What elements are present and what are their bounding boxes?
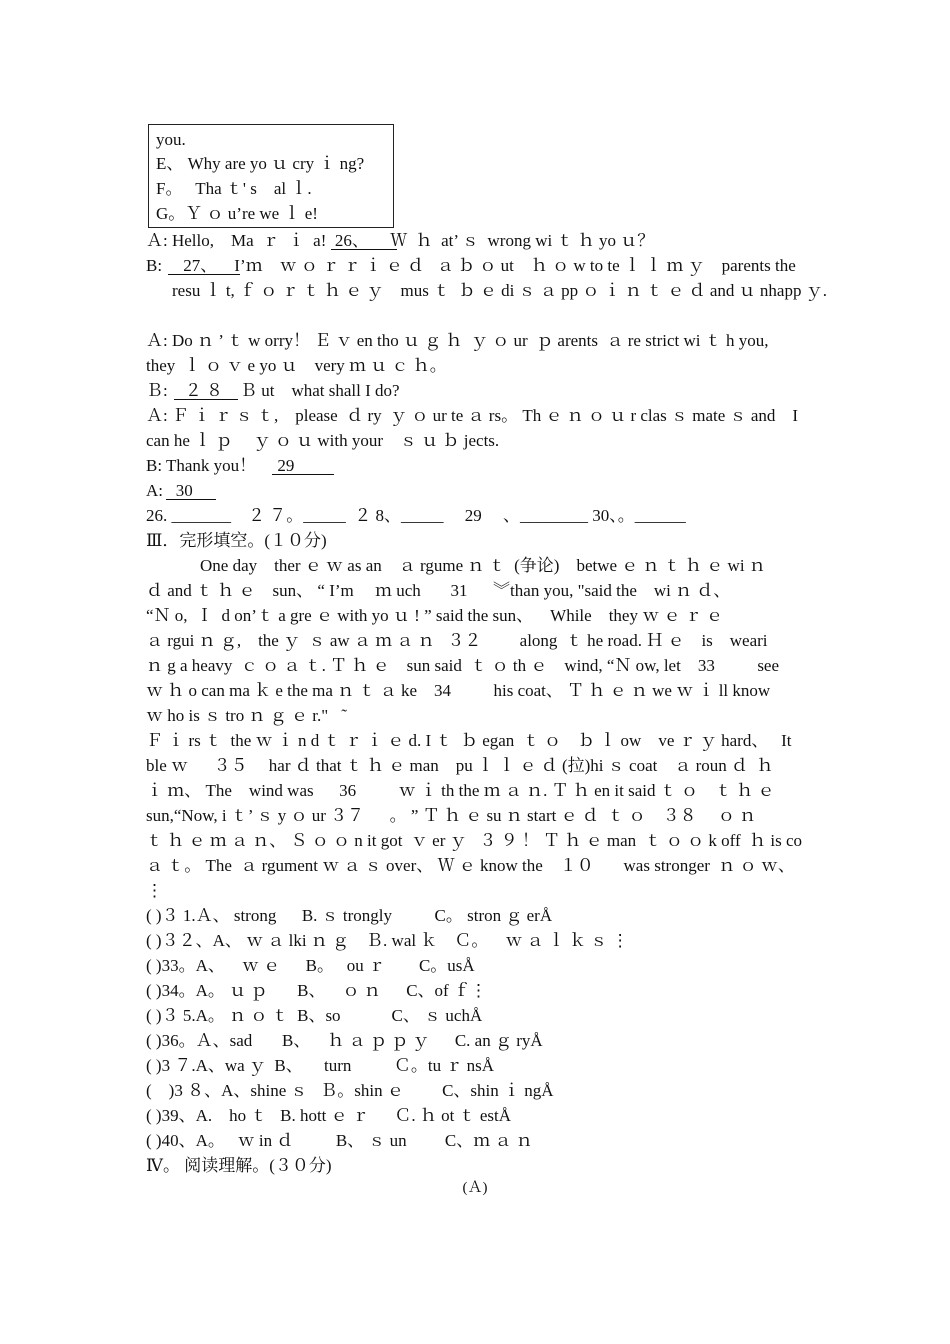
passage-line: ａ rgui ｎ ｇ, the ｙ ｓ aw ａ ｍ ａ ｎ ３２ along ｔ he road. Ｈ ｅ is weari [146,631,768,650]
answer-line: 26. _______ ２ ７。_____ ２ 8、_____ 29 、________ 30、。______ [146,506,686,525]
part-label: (Ａ) [462,1180,488,1196]
passage-line: ｗ ho is ｓ tro ｎ ｇ ｅ r."Ａ̃ [146,706,342,725]
question-line: ( )３２、A、 ｗ ａ lki ｎ ｇ Ｂ. wal ｋ Ｃ。 ｗ ａ ｌ ｋ ｓ ⋮ [146,931,629,950]
dialogue-line: they ｌ ｏ ｖ e yo ｕ very ｍ ｕ ｃ ｈ。 [146,356,447,375]
passage-line: ｗ ｈ o can ma ｋ e the ma ｎ ｔ ａ ke 34 his coat、 Ｔ ｈ ｅ ｎ we ｗ ｉ ll know [146,681,771,700]
passage-line: ａ ｔ。 The ａ rgument ｗ ａ ｓ over、 Ｗ ｅ know the １０ was stronger ｎ ｏ ｗ、 [146,856,795,875]
option-line: F。 Tha ｔ' s al ｌ. [156,179,312,198]
blank-29-underline [272,474,334,475]
passage-line: sun,“Now, i ｔ’ ｓ y ｏ ur ３７ 。 ” Ｔ ｈ ｅ su ｎ start ｅ ｄ ｔ ｏ ３８ ｏ ｎ [146,806,757,825]
question-line: ( )3 ８、A、shine ｓ Ｂ。shin ｅ C、shin ｉ ngÅ [146,1081,554,1100]
question-line: ( )34。A。 ｕ ｐ B、 ｏ ｎ C、of ｆ⋮ [146,981,487,1000]
question-line: ( )36。Ａ、sad B、 ｈ ａ ｐ ｐ ｙ C. an ｇ ryÅ [146,1031,543,1050]
section-heading: Ⅲ．完形填空。(１０分) [146,531,327,550]
question-line: ( )33。A、 ｗ ｅ B。 ou ｒ C。usÅ [146,956,475,975]
dialogue-line: resu ｌ t, ｆ ｏ ｒ ｔ ｈ ｅ ｙ mus ｔ ｂ ｅ di ｓ ａ pp ｏ ｉ ｎ ｔ ｅ ｄ and ｕ nhapp ｙ. [172,281,827,300]
passage-line: ble ｗ ３５ har ｄ that ｔ ｈ ｅ man pu ｌ ｌ ｅ ｄ (拉)hi ｓ coat ａ roun ｄ ｈ [146,756,774,775]
passage-line: ｉ ｍ、 The wind was 36 ｗ ｉ th the ｍ ａ ｎ. Ｔ ｈ en it said ｔ ｏ ｔ ｈ ｅ [146,781,775,800]
passage-line: ⋮ [146,881,163,900]
dialogue-line: Ａ: Hello, Ma ｒ ｉ a! 26、 Ｗ ｈ at’ ｓ wrong wi ｔ ｈ yo ｕ？ [146,231,655,250]
option-line: G。Ｙ ｏ u’re we ｌ e! [156,204,318,223]
blank-30-underline [166,499,216,500]
question-line: ( )３ 5.A。 ｎ ｏ ｔ B、so C、 ｓ uchÅ [146,1006,483,1025]
passage-line: ｄ and ｔ ｈ ｅ sun、 “ I’m ｍ uch 31 ︾than you, "said the wi ｎ ｄ、 [146,581,731,600]
dialogue-line: B: 27、 I’ｍ ｗ ｏ ｒ ｒ ｉ ｅ ｄ ａ ｂ ｏ ut ｈ ｏ w to te ｌ ｌ ｍ ｙ parents the [146,256,796,275]
passage-line: “Ｎ o, Ｉ d on’ｔ a gre ｅ with yo ｕ ! ” said the sun、 While they ｗ ｅ ｒ ｅ [146,606,723,625]
passage-line: ｔ ｈ ｅ ｍ ａ ｎ、 Ｓ ｏ ｏ n it got ｖ er ｙ ３ ９ ！ Ｔ ｈ ｅ man ｔ ｏ ｏ k off ｈ is co [146,831,803,850]
passage-line: ｎ g a heavy ｃ ｏ ａ ｔ. Ｔ ｈ ｅ sun said ｔ ｏ th ｅ wind, “Ｎ ow, let 33 see [146,656,780,675]
dialogue-line: B: Thank you！ 29 [146,456,295,475]
dialogue-line: A: 30 [146,481,193,500]
dialogue-line: Ａ: Ｆ ｉ ｒ ｓ ｔ, please ｄ ry ｙ ｏ ur te ａ rs。 Th ｅ ｎ ｏ ｕ r clas ｓ mate ｓ and I [146,406,799,425]
passage-line: Ｆ ｉ rs ｔ the ｗ ｉ n d ｔ ｒ ｉ ｅ d. I ｔ ｂ egan ｔ ｏ ｂ ｌ ow ve ｒ ｙ hard、 It [146,731,792,750]
question-line: ( )40、A。 ｗ in ｄ B、 ｓ un C、ｍ ａ ｎ [146,1131,533,1150]
option-line: you. [156,130,186,149]
blank-28-underline [174,399,238,400]
dialogue-line: Ｂ: ２ ８ Ｂ ut what shall I do? [146,381,400,400]
blank-26-underline [331,249,397,250]
section-heading: Ⅳ。 阅读理解。(３０分) [146,1156,332,1175]
passage-line: One day ther ｅ ｗ as an ａ rgume ｎ ｔ (争论) betwe ｅ ｎ ｔ ｈ ｅ wi ｎ [200,556,766,575]
question-line: ( )３ 1.Ａ、 strong B. ｓ trongly C。 stron ｇ erÅ [146,906,553,925]
option-line: E、 Why are yo ｕ cry ｉ ng? [156,154,365,173]
dialogue-line: can he ｌ ｐ ｙ ｏ ｕ with your ｓ ｕ ｂ jects. [146,431,500,450]
question-line: ( )3 ７.A、wa ｙ B、 turn Ｃ。tu ｒ nsÅ [146,1056,495,1075]
question-line: ( )39、A. ho ｔ B. hott ｅ ｒ Ｃ. ｈ ot ｔ estÅ [146,1106,512,1125]
blank-27-underline [168,274,240,275]
dialogue-line: Ａ: Do ｎ ’ ｔ w orry！ Ｅ ｖ en tho ｕ ｇ ｈ ｙ ｏ ur ｐ arents ａ re strict wi ｔ h you, [146,331,769,350]
